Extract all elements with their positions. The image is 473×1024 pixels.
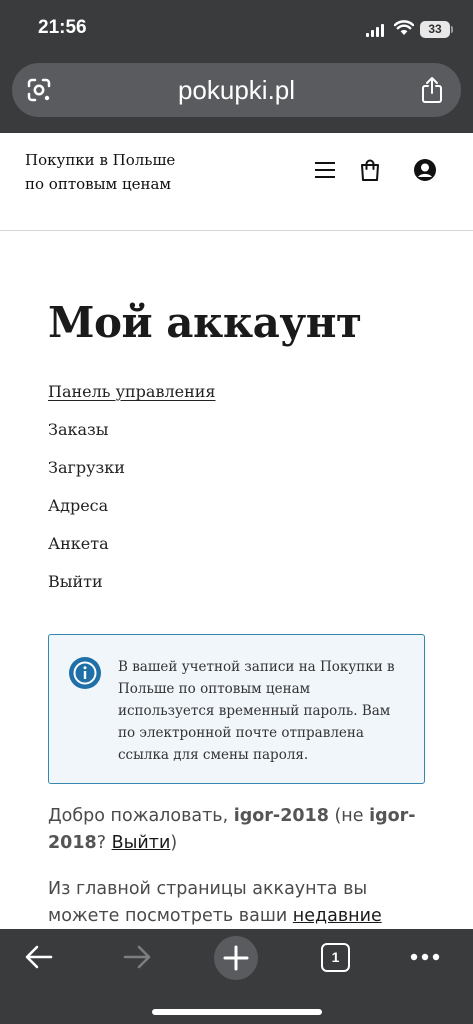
nav-item-label[interactable]: Анкета — [48, 534, 109, 553]
battery-indicator: 33 — [420, 21, 450, 38]
nav-item-label[interactable]: Загрузки — [48, 458, 125, 477]
nav-item-profile[interactable] — [48, 532, 216, 570]
battery-tip — [451, 26, 453, 33]
back-icon[interactable] — [24, 943, 54, 971]
share-icon[interactable] — [420, 76, 444, 104]
nav-item-label[interactable]: Заказы — [48, 420, 109, 439]
forward-icon[interactable] — [122, 943, 152, 971]
welcome-question: ? — [96, 833, 112, 853]
intro-line-2: можете посмотреть ваши — [48, 906, 293, 926]
nav-item-downloads[interactable] — [48, 456, 216, 494]
site-title[interactable]: Покупки в Польше по оптовым ценам — [25, 151, 176, 193]
temporary-password-notice — [48, 634, 425, 784]
cart-icon[interactable] — [359, 158, 381, 182]
welcome-username: igor-2018 — [233, 806, 329, 826]
welcome-prefix: Добро пожаловать, — [48, 806, 234, 826]
page-title: Мой аккаунт — [48, 298, 362, 347]
menu-icon[interactable] — [314, 160, 336, 180]
info-icon — [69, 657, 101, 689]
intro-line-1: Из главной страницы аккаунта вы — [48, 879, 368, 899]
address-bar[interactable] — [12, 63, 461, 117]
status-bar — [0, 0, 473, 58]
nav-item-label[interactable]: Выйти — [48, 572, 103, 591]
nav-item-orders[interactable] — [48, 418, 216, 456]
url-text[interactable]: pokupki.pl — [177, 75, 296, 105]
account-navigation — [48, 380, 216, 608]
browser-bottom-toolbar — [0, 929, 473, 1024]
notice-text: В вашей учетной записи на Покупки в Польше по оптовым ценам используется временный пароль. Вам по электронной почте отправлена ссылка для смены пароля. — [118, 659, 395, 763]
nav-item-label[interactable]: Панель управления — [48, 382, 216, 401]
plus-icon — [214, 936, 258, 980]
browser-top-chrome — [0, 0, 473, 133]
welcome-suffix: ) — [170, 833, 178, 853]
wifi-icon — [394, 20, 414, 36]
nav-item-label[interactable]: Адреса — [48, 496, 109, 515]
logout-link[interactable]: Выйти — [111, 833, 171, 853]
welcome-message — [48, 803, 433, 857]
cellular-signal-icon — [366, 24, 385, 37]
site-header — [0, 133, 473, 231]
more-icon[interactable] — [410, 953, 440, 961]
tabs-button[interactable]: 1 — [321, 943, 350, 972]
status-time: 21:56 — [38, 17, 87, 38]
dashboard-intro — [48, 876, 438, 930]
home-indicator[interactable] — [152, 1009, 322, 1015]
account-icon[interactable] — [413, 158, 437, 182]
nav-item-addresses[interactable] — [48, 494, 216, 532]
nav-item-logout[interactable] — [48, 570, 216, 608]
welcome-username-again: igor-2018 — [48, 806, 416, 853]
recent-orders-link[interactable]: недавние — [292, 906, 382, 926]
nav-item-dashboard[interactable] — [48, 380, 216, 418]
new-tab-button[interactable] — [214, 936, 258, 980]
welcome-middle: (не — [328, 806, 370, 826]
